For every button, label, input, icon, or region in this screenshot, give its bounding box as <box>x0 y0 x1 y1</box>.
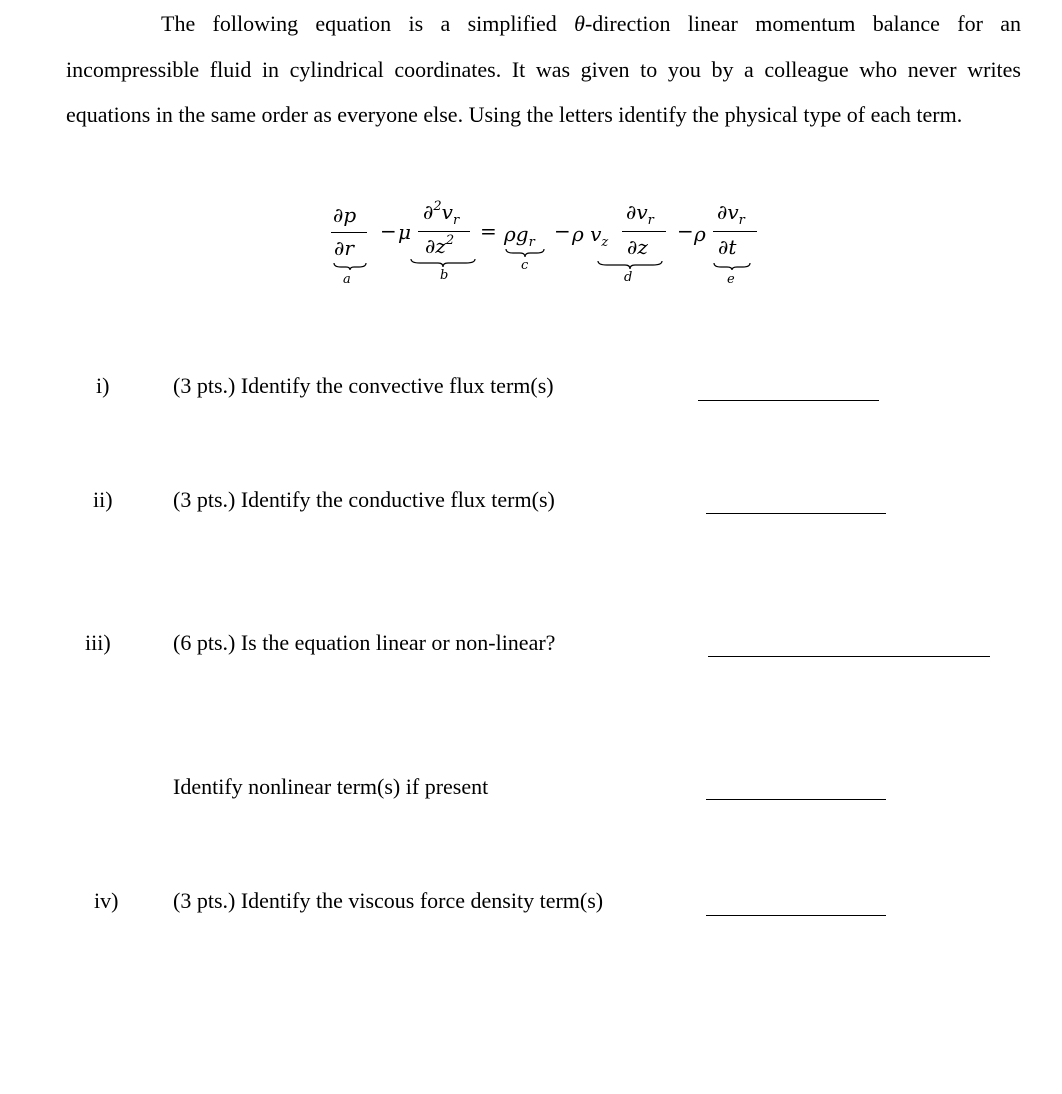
momentum-equation <box>0 0 1062 300</box>
minus-sign-1: − <box>380 219 397 243</box>
theta-symbol: θ <box>574 11 585 36</box>
question-4-text: (3 pts.) Identify the viscous force density term(s) <box>173 888 604 913</box>
term-d-numerator: $\partial v_r$ <box>626 200 654 228</box>
question-1-text: (3 pts.) Identify the convective flux term(s) <box>173 373 554 398</box>
term-d-underbrace <box>597 260 663 270</box>
rho-vz: ρ $v_z$ <box>572 222 609 250</box>
question-3-answer-blank[interactable] <box>708 656 990 657</box>
question-3-text: (6 pts.) Is the equation linear or non-linear? <box>173 630 556 655</box>
question-1-answer-blank[interactable] <box>698 400 879 401</box>
term-a-underbrace <box>333 262 367 271</box>
intro-text-1: The following equation is a simplified <box>161 11 575 36</box>
minus-sign-3: − <box>677 219 694 243</box>
term-e-denominator: ∂t <box>718 235 737 259</box>
term-e-numerator: $\partial v_r$ <box>717 200 745 228</box>
intro-text-2: -direction linear momentum balance for an incompressible fluid in cylindrical coordinates. It was given to you by a colleague who never writes equations in the same order as everyone else. Using the letters identify the physical type of each term. <box>66 11 1021 127</box>
question-4-numeral: iv) <box>94 888 119 913</box>
term-b-denominator: $\partial z^2$ <box>425 233 455 258</box>
rho-symbol: ρ <box>694 222 706 246</box>
term-e-underbrace <box>713 262 751 271</box>
mu-symbol: μ <box>398 220 411 244</box>
question-1-numeral: i) <box>96 373 110 398</box>
term-d-fraction-bar <box>622 231 666 232</box>
term-b-underbrace <box>410 258 476 268</box>
question-3-numeral: iii) <box>85 630 111 655</box>
term-c-underbrace <box>505 248 545 258</box>
term-a-denominator: ∂r <box>334 236 354 260</box>
term-a-label: a <box>343 272 351 287</box>
question-4-answer-blank[interactable] <box>706 915 886 916</box>
question-3b-text: Identify nonlinear term(s) if present <box>173 774 489 799</box>
term-a-numerator: ∂p <box>333 203 357 227</box>
term-b-numerator: $\partial^2v_r$ <box>423 199 460 228</box>
question-3b-answer-blank[interactable] <box>706 799 886 800</box>
term-d-denominator: ∂z <box>627 235 648 259</box>
minus-sign-2: − <box>554 219 571 243</box>
term-c-expression: $\rho g_r$ <box>504 222 535 250</box>
question-2-text: (3 pts.) Identify the conductive flux term(s) <box>173 487 555 512</box>
equals-sign: = <box>480 219 497 243</box>
term-e-fraction-bar <box>713 231 757 232</box>
term-e-label: e <box>727 272 735 287</box>
term-d-label: d <box>624 270 633 285</box>
question-2-numeral: ii) <box>93 487 113 512</box>
term-a-fraction-bar <box>331 232 367 233</box>
term-b-label: b <box>440 268 449 283</box>
term-c-label: c <box>521 258 529 273</box>
question-2-answer-blank[interactable] <box>706 513 886 514</box>
